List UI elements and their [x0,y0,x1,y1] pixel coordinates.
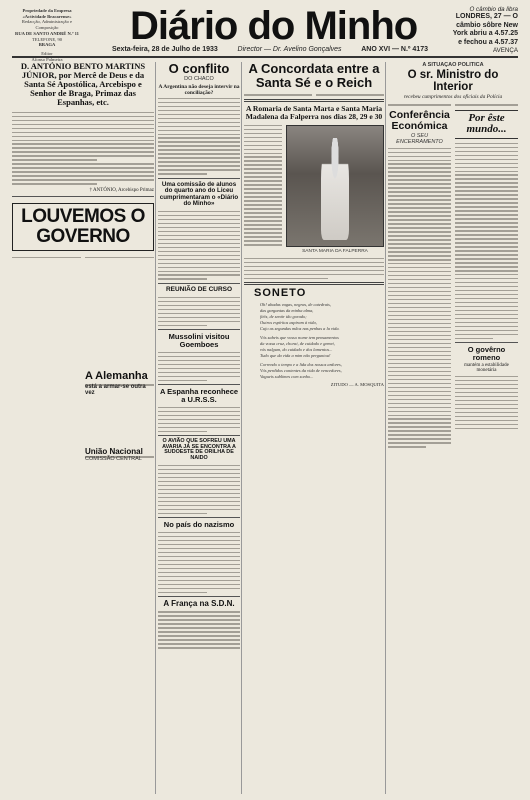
minister-headline: O sr. Ministro do Interior [407,69,499,94]
plane-text [158,465,240,514]
newspaper-title: Diário do Minho [130,4,418,48]
commission-headline: Uma comissão de alunos do quarto ano do Liceu cumprimentaram o «Diário do Minho» [159,180,239,208]
exchange-line-4: e fechou a 4.57.37 [458,38,518,46]
roman-subheadline: mantém a estabilidade monetária [464,362,509,373]
union-kicker: COMISSÃO CENTRAL [85,456,154,457]
sonnet-line: Vós perdidos contentes da vida de vencedores, [260,367,342,373]
publisher-line-3: Redacção, Administração e Composição [21,19,73,31]
divider [244,99,384,102]
commission-text [158,211,240,280]
sonnet-line: vós nalgum, do cuidado e dos lamentos... [260,347,333,353]
sonnet-line: Vós sabeis que vosso nome tem pensamentos [260,335,339,341]
conflict-kicker: DO CHACO [184,75,214,82]
sonnet-line: Outros espíritos aspiram à vida, [260,320,317,326]
world-text [455,143,518,340]
pilgrimage-text-2 [244,258,384,279]
divider [158,329,240,330]
divider [158,384,240,385]
concordat-text [244,94,384,95]
sonnet-line: fiéis, de sentir tão gorado; [260,314,307,320]
photo-caption: SANTA MARIA DA FALPERRA [302,248,368,254]
publisher-line-4: RUA DE SANTO ANDRÉ N.º 11 [15,30,79,36]
exchange-line-3: York abriu a 4.57.25 [452,30,518,38]
divider [158,178,240,179]
louvemos-text [12,257,154,463]
plane-headline: O AVIÃO QUE SOFREU UMA AVARIA JÁ SE ENCONTRA A SUDOESTE DE ORILHA DE NAIDO [162,438,236,462]
sonnet-author: ZITUDO — A. MOSQUITA [330,381,384,387]
publisher-info [12,8,82,63]
conference-text [388,148,451,448]
archbishop-headline: D. ANTÓNIO BENTO MARTINS JÚNIOR, por Mercê de Deus e da Santa Sé Apostólica, Arcebispo e Senhor de Braga, Primaz das Espanhas, etc. [20,62,146,107]
concordat-headline: A Concordata entre a Santa Sé e o Reich [248,62,380,90]
sonnet-line: Oh! abadas vagas, negras, de catedrais, [260,302,331,308]
divider [158,517,240,518]
political-kicker: A SITUAÇÃO POLÍTICA [422,62,484,68]
column-4 [388,62,518,794]
union-headline: União Nacional [85,446,143,456]
divider [12,196,154,197]
nazis-text [158,532,240,593]
sonnet-line: Cujo as segundas mãos nas penhas a la vida. [260,326,340,332]
sonnet-line: da vossa cruz, chorai, de cuidado e gemei, [260,341,335,347]
masthead [12,4,518,62]
world-article [455,110,518,448]
publisher-line-2: «Actividade Bracarense» [22,13,72,19]
publisher-line-6: BRAGA [38,42,56,48]
dateline [112,46,428,53]
roman-text [455,376,518,429]
divider [455,342,518,343]
sonnet-line: Tudo que da vida a mim não perguntou! [260,352,331,358]
conflict-headline: O conflito [168,62,230,76]
exchange-title: O câmbio da libra [469,6,518,13]
exchange-box [430,6,518,54]
editor-label: Editor [41,51,53,57]
pilgrimage-photo-wrapper [286,125,384,254]
column-2 [158,62,240,794]
statue-photo [286,125,384,247]
louvemos-headline: LOUVEMOS O GOVERNO [12,203,154,251]
director: Director — Dr. Avelino Gonçalves [237,46,342,53]
spain-text [158,407,240,432]
column-divider [241,62,242,794]
germany-headline: A Alemanha [85,369,148,382]
world-headline: Por êste mundo... [455,110,518,139]
france-text [158,611,240,648]
exchange-line-2: câmbio sôbre New [456,21,518,29]
germany-subheadline: está a armar-se outra vez [85,384,154,385]
column-3 [244,62,384,794]
meeting-headline: REUNIÃO DE CURSO [165,285,233,293]
issue-date: Sexta-feira, 28 de Julho de 1933 [112,46,218,53]
column-divider [155,62,156,794]
conference-article [388,110,451,448]
conference-kicker: O SEU ENCERRAMENTO [396,132,443,145]
column-1 [12,62,154,794]
divider [158,435,240,436]
meeting-text [158,297,240,326]
conference-headline: Conferência Económica [389,108,450,132]
publisher-line-1: Propriedade da Empresa [22,8,72,13]
year-issue: ANO XVI — N.º 4173 [361,46,428,53]
nazis-headline: No país do nazismo [163,519,235,529]
conflict-text [158,98,240,175]
sonnet-line: das gargantas da minha alma, [260,308,314,314]
archbishop-signature: † ANTÓNIO, Arcebispo Primaz [89,187,154,193]
columns [12,62,518,794]
editor-name: Afonso Palmeira [31,56,63,62]
exchange-line-1: LONDRES, 27 — O [455,13,518,21]
mussolini-text [158,352,240,381]
conflict-subheadline: A Argentina não deseja intervir na conciliação? [158,83,240,96]
archbishop-text [12,112,154,185]
divider [158,283,240,284]
sonnet-line: Vagueis sublimes com sonho... [260,373,314,379]
mussolini-headline: Mussolini visitou Goemboes [168,331,230,349]
spain-headline: A Espanha reconhece a U.R.S.S. [159,386,239,404]
sonnet-body [244,302,384,379]
minister-subheadline: recebeu cumprimentos dos oficiais da Polícia [403,94,503,101]
france-headline: A França na S.D.N. [163,598,235,608]
pilgrimage-block [244,125,384,254]
divider [244,282,384,285]
sonnet-headline: SONETO [254,286,307,299]
pilgrimage-headline: A Romaria de Santa Marta e Santa Maria Madalena da Falperra nos dias 28, 29 e 30 [245,103,383,121]
sonnet-line: Correndo o tempo e a lida dos nossos ardores, [260,361,342,367]
roman-headline: O govêrno romeno [467,345,506,363]
divider [158,596,240,597]
publisher-line-5: TELEFONE, 90 [31,36,63,42]
column-divider [385,62,386,794]
lower-section [388,110,518,448]
minister-text [388,104,518,105]
pilgrimage-text [244,125,282,254]
exchange-agency: AVENÇA [493,47,518,54]
